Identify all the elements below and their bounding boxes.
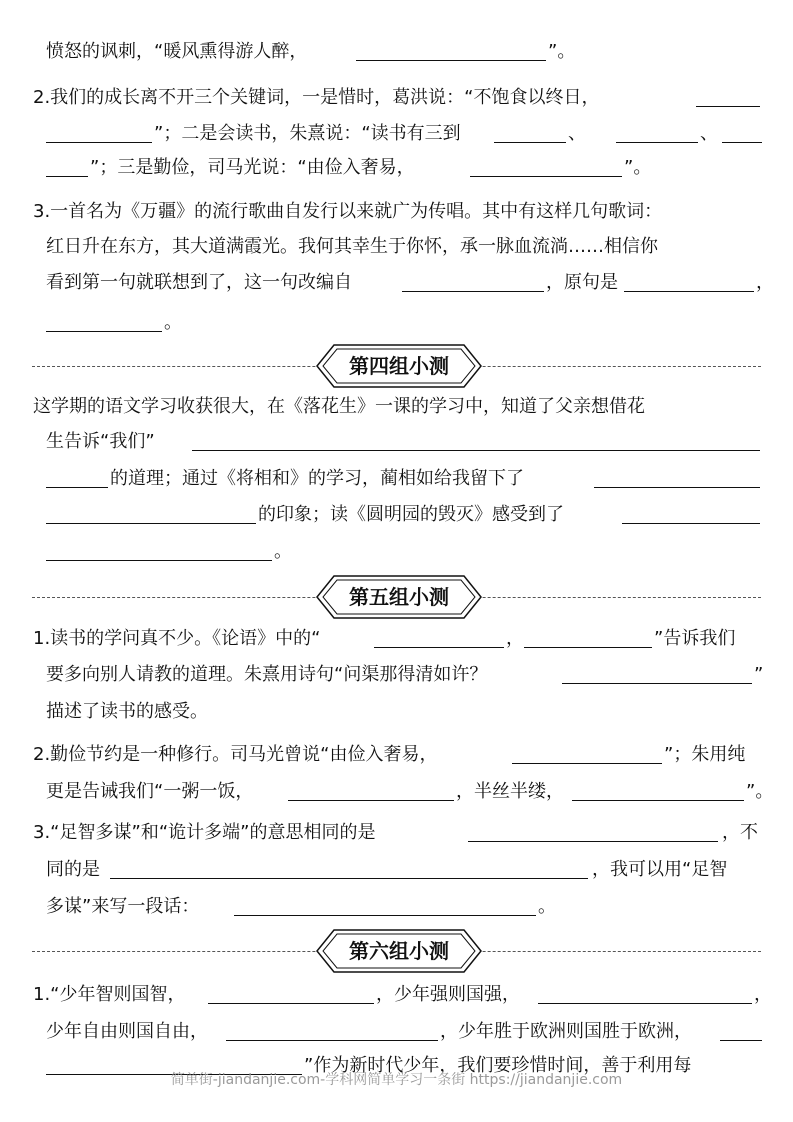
answer-blank[interactable] xyxy=(356,42,546,61)
answer-blank[interactable] xyxy=(46,158,88,177)
answer-blank[interactable] xyxy=(468,823,718,842)
text: 3.“足智多谋”和“诡计多端”的意思相同的是 xyxy=(33,822,376,843)
answer-blank[interactable] xyxy=(208,985,374,1004)
text: 愤怒的讽刺，“暖风熏得游人醉， xyxy=(46,41,308,62)
answer-blank[interactable] xyxy=(288,782,454,801)
section-title-badge xyxy=(316,929,482,973)
text: 更是告诫我们“一粥一饭， xyxy=(46,781,254,802)
text: ，我可以用“足智 xyxy=(592,859,728,880)
text: 少年自由则国自由， xyxy=(46,1021,208,1042)
answer-blank[interactable] xyxy=(46,505,256,524)
text: 多谋”来写一段话： xyxy=(46,896,200,917)
answer-blank[interactable] xyxy=(234,897,536,916)
text: ”；朱用纯 xyxy=(664,744,746,765)
answer-blank[interactable] xyxy=(46,124,152,143)
text: 。 xyxy=(274,541,292,562)
section-title: 第四组小测 xyxy=(349,354,449,378)
text: 的印象；读《圆明园的毁灭》感受到了 xyxy=(258,504,564,525)
text: ”；三是勤俭，司马光说：“由俭入奢易， xyxy=(90,157,415,178)
answer-blank[interactable] xyxy=(696,88,760,107)
answer-blank[interactable] xyxy=(470,158,622,177)
text: ”。 xyxy=(548,41,576,62)
answer-blank[interactable] xyxy=(538,985,752,1004)
text: ， xyxy=(756,272,774,293)
answer-blank[interactable] xyxy=(110,860,588,879)
text: 这学期的语文学习收获很大，在《落花生》一课的学习中，知道了父亲想借花 xyxy=(33,396,645,417)
text: ， xyxy=(506,628,524,649)
answer-blank[interactable] xyxy=(572,782,744,801)
answer-blank[interactable] xyxy=(722,124,762,143)
section-title: 第五组小测 xyxy=(349,585,449,609)
section-title-badge xyxy=(316,344,482,388)
text: 看到第一句就联想到了，这一句改编自 xyxy=(46,272,352,293)
answer-blank[interactable] xyxy=(192,432,760,451)
answer-blank[interactable] xyxy=(46,313,162,332)
answer-blank[interactable] xyxy=(616,124,698,143)
text: ，不 xyxy=(722,822,758,843)
text: ， xyxy=(754,984,772,1005)
text: 2.勤俭节约是一种修行。司马光曾说“由俭入奢易， xyxy=(33,744,438,765)
text: ，半丝半缕， xyxy=(456,781,564,802)
text: ”。 xyxy=(624,157,652,178)
text: 红日升在东方，其大道满霞光。我何其幸生于你怀，承一脉血流淌……相信你 xyxy=(46,236,658,257)
text: 、 xyxy=(568,123,586,144)
text: 1.读书的学问真不少。《论语》中的“ xyxy=(33,628,321,649)
text: 同的是 xyxy=(46,859,100,880)
answer-blank[interactable] xyxy=(622,505,760,524)
text: ”告诉我们 xyxy=(654,628,736,649)
text: 3.一首名为《万疆》的流行歌曲自发行以来就广为传唱。其中有这样几句歌词： xyxy=(33,201,663,222)
answer-blank[interactable] xyxy=(46,469,108,488)
watermark: 简单街-jiandanjie.com-学科网简单学习一条街 https://jiandanjie.com xyxy=(170,1072,623,1088)
answer-blank[interactable] xyxy=(374,629,504,648)
text: 生告诉“我们” xyxy=(46,431,155,452)
text: ，少年强则国强， xyxy=(376,984,520,1005)
text: 。 xyxy=(538,896,556,917)
text: ，少年胜于欧洲则国胜于欧洲， xyxy=(440,1021,692,1042)
text: ” xyxy=(754,664,764,685)
text: ”。 xyxy=(746,781,774,802)
text: 描述了读书的感受。 xyxy=(46,701,208,722)
answer-blank[interactable] xyxy=(46,542,272,561)
text: 要多向别人请教的道理。朱熹用诗句“问渠那得清如许？ xyxy=(46,664,488,685)
answer-blank[interactable] xyxy=(624,273,754,292)
text: 的道理；通过《将相和》的学习，蔺相如给我留下了 xyxy=(110,468,524,489)
section-title-badge xyxy=(316,575,482,619)
answer-blank[interactable] xyxy=(594,469,760,488)
answer-blank[interactable] xyxy=(494,124,566,143)
text: 1.“少年智则国智， xyxy=(33,984,186,1005)
answer-blank[interactable] xyxy=(720,1022,762,1041)
text: ”作为新时代少年，我们要珍惜时间，善于利用每 xyxy=(304,1055,692,1076)
text: ”；二是会读书，朱熹说：“读书有三到 xyxy=(154,123,461,144)
section-title: 第六组小测 xyxy=(349,939,449,963)
text: ，原句是 xyxy=(546,272,618,293)
answer-blank[interactable] xyxy=(226,1022,438,1041)
text: 。 xyxy=(164,312,182,333)
text: 2.我们的成长离不开三个关键词，一是惜时，葛洪说：“不饱食以终日， xyxy=(33,87,600,108)
text: 、 xyxy=(700,123,718,144)
answer-blank[interactable] xyxy=(562,665,752,684)
answer-blank[interactable] xyxy=(402,273,544,292)
answer-blank[interactable] xyxy=(524,629,652,648)
answer-blank[interactable] xyxy=(512,745,662,764)
